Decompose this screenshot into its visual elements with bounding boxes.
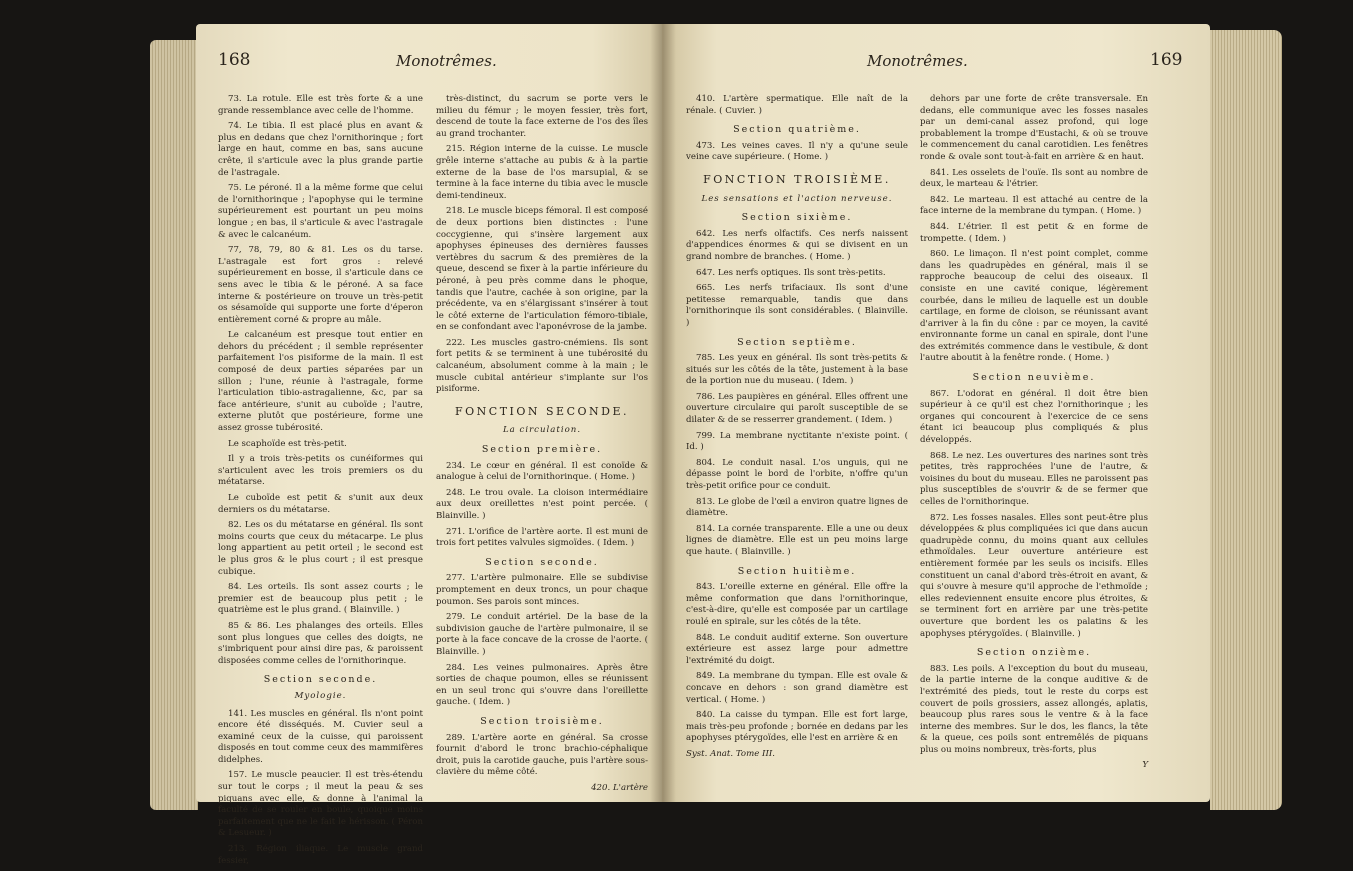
paragraph: Il y a trois très-petits os cunéiformes qui s'articulent avec les trois premiers os du métatarse. [218, 454, 423, 488]
right-column-1 [686, 94, 908, 765]
paragraph: 77, 78, 79, 80 & 81. Les os du tarse. L'astragale est fort gros : relevé supérieurement en bosse, il s'articule dans ce sens avec le tibia & le péroné. A sa face interne & postérieure on trouve un très-petit os sésamoïde qui supporte une forte d'éperon entièrement corné & propre au mâle. [218, 245, 423, 325]
paragraph: 848. Le conduit auditif externe. Son ouverture extérieure est assez large pour admettre l'extrémité du doigt. [686, 632, 908, 666]
left-page [196, 24, 662, 866]
paragraph: 843. L'oreille externe en général. Elle offre la même conformation que dans l'ornithorinque, c'est-à-dire, qu'elle est composée par un cartilage roulé en spirale, sur les côtés de la tête. [686, 582, 908, 627]
paragraph: 74. Le tibia. Il est placé plus en avant & plus en dedans que chez l'ornithorinque ; fort large en haut, comme en bas, sans aucune crête, il s'articule avec la plus grande partie de l'astragale. [218, 121, 423, 178]
paragraph: 868. Le nez. Les ouvertures des narines sont très petites, très rapprochées l'une de l'autre, & voisines du bout du museau. Elles ne paroissent pas plus susceptibles de s'ouvrir & de se fermer que celles de l'ornithorinque. [920, 450, 1148, 507]
paragraph: 277. L'artère pulmonaire. Elle se subdivise promptement en deux troncs, un pour chaque poumon. Ses parois sont minces. [436, 573, 648, 607]
paragraph: 234. Le cœur en général. Il est conoïde & analogue à celui de l'ornithorinque. ( Home. ) [436, 460, 648, 483]
section-heading: Section troisième. [480, 715, 604, 727]
paragraph: 665. Les nerfs trifaciaux. Ils sont d'une petitesse remarquable, tandis que dans l'ornithorinque ils sont considérables. ( Blainville. ) [686, 283, 908, 328]
right-column-2 [920, 94, 1148, 776]
paragraph: 279. Le conduit artériel. De la base de la subdivision gauche de l'artère pulmonaire, il se porte à la face concave de la crosse de l'aorte. ( Blainville. ) [436, 612, 648, 657]
paragraph: Le scaphoïde est très-petit. [228, 438, 347, 449]
book-page-edges-left [150, 40, 198, 810]
section-heading: Section neuvième. [972, 372, 1096, 384]
paragraph: 271. L'orifice de l'artère aorte. Il est muni de trois fort petites valvules sigmoïdes. ( Idem. ) [436, 526, 648, 549]
section-heading: Section quatrième. [733, 124, 861, 136]
paragraph: 841. Les osselets de l'ouïe. Ils sont au nombre de deux, le marteau & l'étrier. [920, 167, 1148, 190]
paragraph: 84. Les orteils. Ils sont assez courts ; le premier est de beaucoup plus petit ; le quatrième est le plus grand. ( Blainville. ) [218, 582, 423, 616]
paragraph: 813. Le globe de l'œil a environ quatre lignes de diamètre. [686, 496, 908, 519]
paragraph: 218. Le muscle biceps fémoral. Il est composé de deux portions bien distinctes : l'une coccygienne, qui s'insère largement aux apophyses épineuses des dernières fausses vertèbres du sacrum & des premières de la queue, descend se fixer à la partie inférieure du péroné, à peu près comme dans le phoque, tandis que l'autre, cachée à son origine, par la précédente, va en s'élargissant s'insérer à tout le côté externe de l'articulation fémoro-tibiale, en se confondant avec l'aponévrose de la jambe. [436, 206, 648, 333]
paragraph: 867. L'odorat en général. Il doit être bien supérieur à ce qu'il est chez l'ornithorinque ; les organes qui concourent à l'exercice de ce sens étant ici beaucoup plus compliqués & plus développés. [920, 388, 1148, 446]
right-running-head: Monotrêmes. [867, 52, 968, 70]
paragraph: 213. Région iliaque. Le muscle grand fessier, [218, 844, 423, 866]
section-heading: Section seconde. [485, 556, 599, 568]
function-heading: FONCTION SECONDE. [455, 404, 629, 418]
catchword: Y [1142, 760, 1148, 771]
catchword: 420. L'artère [591, 782, 648, 793]
paragraph: 85 & 86. Les phalanges des orteils. Elles sont plus longues que celles des doigts, ne s'imbriquent pour ainsi dire pas, & paroissent disposées comme celles de l'ornithorinque. [218, 620, 423, 666]
right-page-number: 169 [1150, 50, 1183, 70]
subheading: Myologie. [294, 690, 347, 701]
paragraph: 840. La caisse du tympan. Elle est fort large, mais très-peu profonde ; bornée en dedans par les apophyses ptérygoïdes, elle l'est en arrière & en [686, 710, 908, 744]
paragraph: 141. Les muscles en général. Ils n'ont point encore été disséqués. M. Cuvier seul a examiné ceux de la cuisse, qui paroissent disposés en tout comme ceux des mammifères didelphes. [218, 708, 423, 765]
section-heading: Section onzième. [976, 647, 1092, 659]
paragraph: 642. Les nerfs olfactifs. Ces nerfs naissent d'appendices énormes & qui se divisent en un grand nombre de branches. ( Home. ) [686, 228, 908, 262]
function-heading: FONCTION TROISIÈME. [703, 172, 891, 186]
section-heading: Section première. [481, 444, 603, 456]
book-page-edges-right [1210, 30, 1282, 810]
paragraph: Le cuboïde est petit & s'unit aux deux derniers os du métatarse. [218, 493, 423, 515]
paragraph: 289. L'artère aorte en général. Sa crosse fournit d'abord le tronc brachio-céphalique droit, puis la carotide gauche, puis l'artère sous-clavière du même côté. [436, 732, 648, 778]
left-column-1 [218, 94, 423, 871]
paragraph: 785. Les yeux en général. Ils sont très-petits & situés sur les côtés de la tête, justement à la base de la portion nue du museau. ( Idem. ) [686, 353, 908, 387]
left-running-head: Monotrêmes. [396, 52, 497, 70]
left-column-2 [436, 94, 648, 798]
paragraph: 883. Les poils. A l'exception du bout du museau, de la partie interne de la conque auditive & de l'extrémité des pieds, tout le reste du corps est couvert de poils grossiers, assez allongés, aplatis, beaucoup plus rares sous le ventre & à la face interne des membres. Sur le dos, les flancs, la tête & la queue, ces poils sont entremêlés de piquans plus ou moins nombreux, très-forts, plus [920, 663, 1148, 755]
right-page [662, 24, 1210, 802]
paragraph: 222. Les muscles gastro-cnémiens. Ils sont fort petits & se terminent à une tubérosité du calcanéum, absolument comme à la main ; le muscle cubital antérieur s'implante sur l'os pisiforme. [436, 337, 648, 395]
paragraph: dehors par une forte de crête transversale. En dedans, elle communique avec les fosses nasales par un demi-canal assez profond, qui loge probablement la trompe d'Eustachi, & où se trouve le commencement du canal carotidien. Les fenêtres ronde & ovale sont tout-à-fait en arrière & en haut. [920, 94, 1148, 162]
left-page-number: 168 [218, 50, 251, 70]
paragraph: 842. Le marteau. Il est attaché au centre de la face interne de la membrane du tympan. ( Home. ) [920, 194, 1148, 217]
paragraph: 860. Le limaçon. Il n'est point complet, comme dans les quadrupèdes en général, mais il se rapproche beaucoup de celui des oiseaux. Il consiste en une cavité conique, légèrement courbée, dans le milieu de laquelle est un double cartilage, en forme de cloison, se réunissant avant d'arriver à la fin du cône : par ce moyen, la cavité environnante forme un canal en spirale, dont l'une des extrémités commence dans le vestibule, & dont l'autre aboutit à la fenêtre ronde. ( Home. ) [920, 249, 1148, 364]
footer-signature: Syst. Anat. Tome III. [686, 748, 775, 759]
paragraph: 82. Les os du métatarse en général. Ils sont moins courts que ceux du métacarpe. Le plus long appartient au petit orteil ; le second est le plus gros & le plus court ; il est presque cubique. [218, 520, 423, 577]
paragraph: 215. Région interne de la cuisse. Le muscle grêle interne s'attache au pubis & à la partie externe de la base de l'os marsupial, & se termine à la face interne du tibia avec le muscle demi-tendineux. [436, 144, 648, 201]
paragraph: 849. La membrane du tympan. Elle est ovale & concave en dehors : son grand diamètre est vertical. ( Home. ) [686, 671, 908, 705]
paragraph: 647. Les nerfs optiques. Ils sont très-petits. [696, 267, 886, 278]
paragraph: 73. La rotule. Elle est très forte & a une grande ressemblance avec celle de l'homme. [218, 94, 423, 116]
paragraph: très-distinct, du sacrum se porte vers le milieu du fémur ; le moyen fessier, très fort, descend de toute la face externe de l'os des îles au grand trochanter. [436, 94, 648, 139]
paragraph: 814. La cornée transparente. Elle a une ou deux lignes de diamètre. Elle est un peu moins large que haute. ( Blainville. ) [686, 523, 908, 557]
book-gutter-shadow [650, 24, 676, 802]
section-heading: Section huitième. [737, 565, 857, 577]
subheading: La circulation. [502, 425, 582, 436]
paragraph: 75. Le péroné. Il a la même forme que celui de l'ornithorinque ; l'apophyse qui le termine supérieurement est pourtant un peu moins longue ; en bas, il s'articule & avec l'astragale & avec le calcanéum. [218, 183, 423, 240]
paragraph: 844. L'étrier. Il est petit & en forme de trompette. ( Idem. ) [920, 221, 1148, 244]
paragraph: 786. Les paupières en général. Elles offrent une ouverture circulaire qui paroît susceptible de se dilater & de se resserrer grandement. ( Idem. ) [686, 391, 908, 426]
paragraph: 248. Le trou ovale. La cloison intermédiaire aux deux oreillettes n'est point percée. ( Blainville. ) [436, 487, 648, 521]
paragraph: 799. La membrane nyctitante n'existe point. ( Id. ) [686, 430, 908, 453]
section-heading: Section sixième. [741, 212, 853, 224]
paragraph: 872. Les fosses nasales. Elles sont peut-être plus développées & plus compliquées ici que dans aucun quadrupède connu, du moins quant aux cellules ethmoïdales. Leur ouverture antérieure est entièrement formée par les seuls os incisifs. Elles constituent un canal d'abord très-étroit en avant, & qui s'ouvre à mesure qu'il approche de l'ethmoïde ; elles redeviennent ensuite encore plus étroites, & se terminent fort en arrière par une très-petite ouverture que bordent les os palatins & les apophyses ptérygoïdes. ( Blainville. ) [920, 512, 1148, 639]
paragraph: Le calcanéum est presque tout entier en dehors du précédent ; il semble représenter parfaitement l'os pisiforme de la main. Il est composé de deux parties séparées par un sillon ; l'une, réunie à l'astragale, forme l'articulation tibio-astragalienne, &c, par sa face antérieure, s'unit au cuboïde ; l'autre, externe plutôt que postérieure, forme une assez grosse tubérosité. [218, 330, 423, 434]
paragraph: 157. Le muscle peaucier. Il est très-étendu sur tout le corps ; il meut la peau & ses piquans avec elle, & donne à l'animal la faculté de se rouler en boule, quoique moins parfaitement que ne le fait le hérisson. ( Péron & Lesueur. ) [218, 770, 423, 839]
paragraph: 284. Les veines pulmonaires. Après être sorties de chaque poumon, elles se réunissent en un seul tronc qui s'ouvre dans l'oreillette gauche. ( Idem. ) [436, 662, 648, 708]
subheading: Les sensations et l'action nerveuse. [701, 193, 893, 204]
paragraph: 804. Le conduit nasal. L'os unguis, qui ne dépasse point le bord de l'orbite, n'offre qu'un très-petit orifice pour ce conduit. [686, 457, 908, 492]
section-heading: Section septième. [737, 336, 857, 348]
paragraph: 410. L'artère spermatique. Elle naît de la rénale. ( Cuvier. ) [686, 94, 908, 116]
paragraph: 473. Les veines caves. Il n'y a qu'une seule veine cave supérieure. ( Home. ) [686, 140, 908, 163]
section-heading: Section seconde. [263, 674, 378, 686]
